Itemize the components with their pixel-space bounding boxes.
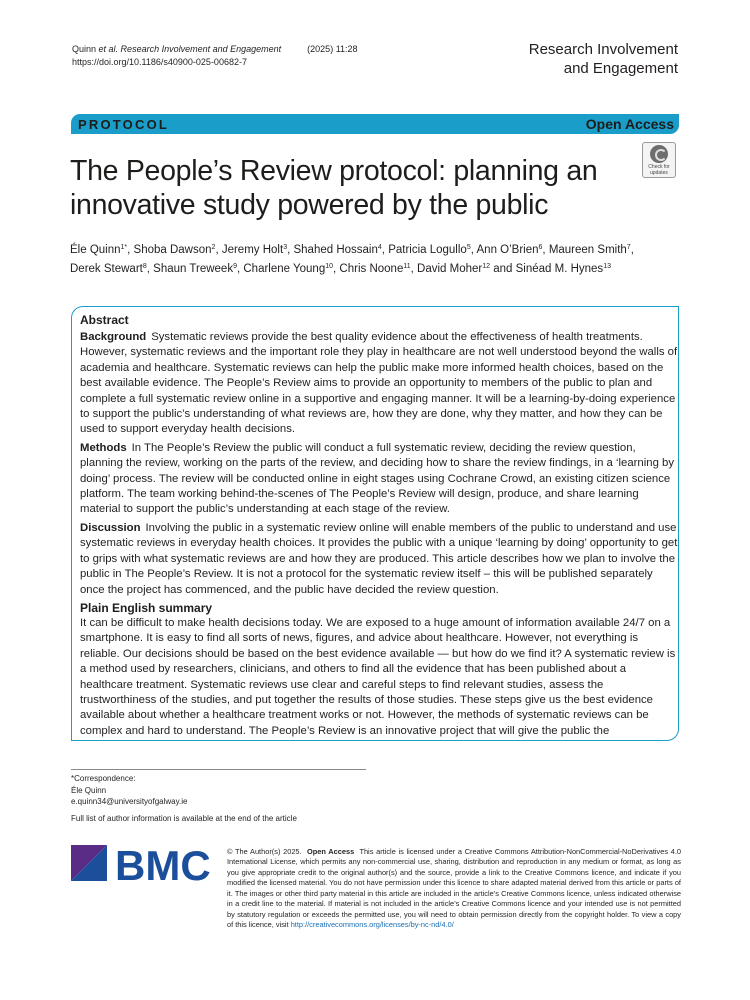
badge-line1: Check for <box>648 164 670 170</box>
author-affiliation: 12 <box>482 263 491 270</box>
author-affiliation: 6 <box>538 244 543 251</box>
plain-summary-heading: Plain English summary <box>80 600 213 615</box>
article-title: The People’s Review protocol: planning an innovative study powered by the public <box>70 155 598 221</box>
abstract-background <box>80 330 678 438</box>
citation-line <box>72 43 358 56</box>
methods-text: In The People’s Review the public will conduct a full systematic review, deciding the review question, planning the review, working on the parts of the review, and deciding how to share the review findings, in a ‘learning by doing’ process. The review will be conducted online in eight stages using Cochrane Crowd, an existing citizen science platform. The team working behind-the-scenes of The People’s Review will design, produce, and share learning material to support the public’s understanding at each stage of the review. <box>80 441 675 516</box>
author-name: Shahed Hossain <box>293 244 378 256</box>
journal-name-line2: and Engagement <box>563 60 678 77</box>
author-conjunction: and <box>493 263 513 275</box>
author-name: Chris Noone <box>339 263 404 275</box>
correspondence-block <box>71 773 187 808</box>
citation-journal: et al. Research Involvement and Engagement <box>98 44 282 54</box>
methods-label: Methods <box>80 441 127 454</box>
author-info-note: Full list of author information is available at the end of the article <box>71 814 297 823</box>
author-name: Shaun Treweek <box>153 263 234 275</box>
abstract-heading: Abstract <box>80 313 129 327</box>
author-affiliation: 3 <box>283 244 288 251</box>
author-name: Maureen Smith <box>548 244 627 256</box>
author-affiliation: 11 <box>403 263 411 270</box>
author-affiliation: 10 <box>325 263 334 270</box>
abstract-box <box>71 306 679 741</box>
check-for-updates-badge[interactable] <box>642 142 676 178</box>
author-affiliation: 8 <box>142 263 147 270</box>
license-body: This article is licensed under a Creative Commons Attribution-NonCommercial-NoDerivatives 4.0 International License, which permits any non-commercial use, sharing, distribution and reproduction in any medium or format, as long as you give appropriate credit to the original author(s) and the source, provide a link to the Creative Commons licence, and indicate if you modified the licensed material. You do not have permission under this licence to share adapted material derived from this article or parts of it. The images or other third party material in this article are included in the article’s Creative Commons licence, unless indicated otherwise in a credit line to the material. If material is not included in the article’s Creative Commons licence and your intended use is not permitted by statutory regulation or exceeds the permitted use, you will need to obtain permission directly from the copyright holder. To view a copy of this licence, visit <box>227 847 682 930</box>
journal-name-line1: Research Involvement <box>528 41 678 58</box>
article-type-banner <box>71 114 679 134</box>
author-name: Shoba Dawson <box>133 244 212 256</box>
author-name: Jeremy Holt <box>221 244 284 256</box>
author-name: Charlene Young <box>243 263 326 275</box>
license-prefix: © The Author(s) 2025. <box>227 847 302 856</box>
license-statement <box>227 847 681 931</box>
citation-authors: Quinn <box>72 44 97 54</box>
background-label: Background <box>80 331 147 343</box>
author-list: Éle Quinn$^{1*}$, Shoba Dawson$^2$, Jeremy Holt$^3$, Shahed Hossain$^4$, Patricia Logullo$^5$, Ann O’Brien$^6$, Maureen Smith$^7$, Derek Stewart$^8$, Shaun Treweek$^9$, Charlene Young$^{10}$, Chris Noone$^{11}$, David Moher$^{12}$ and Sinéad M. Hynes$^{13}$ <box>70 244 634 275</box>
running-header <box>72 43 358 69</box>
author-affiliation: 1* <box>120 244 128 251</box>
author-name: Patricia Logullo <box>388 244 467 256</box>
author-affiliation: 2 <box>211 244 216 251</box>
badge-line2: updates <box>650 170 668 176</box>
citation-year: (2025) 11:28 <box>307 44 358 54</box>
author-name: Derek Stewart <box>70 263 143 275</box>
open-access-label: Open Access <box>585 116 674 132</box>
footnote-divider <box>71 769 366 770</box>
journal-name <box>529 40 678 78</box>
correspondence-name: Éle Quinn <box>71 785 107 795</box>
license-open-access: Open Access <box>306 847 355 856</box>
author-affiliation: 13 <box>603 263 611 270</box>
background-text: Systematic reviews provide the best quality evidence about the effectiveness of health treatments. However, systematic reviews and the important role they play in healthcare are not well understood beyond the walls of academia and healthcare. Systematic reviews can help the public make more informed health choices, based on the best available evidence. The People’s Review aims to provide an opportunity to members of the public to plan and complete a full systematic review online in a supportive and engaging manner. It will be a learning-by-doing experience to support the public’s understanding of what reviews are, how they are done, why they matter, and how they can be used to support everyday health decisions. <box>80 331 678 436</box>
correspondence-label: *Correspondence: <box>71 774 136 783</box>
correspondence-email[interactable]: e.quinn34@universityofgalway.ie <box>71 797 188 806</box>
check-updates-icon <box>650 145 668 163</box>
author-name: Ann O’Brien <box>476 244 539 256</box>
discussion-text: Involving the public in a systematic review online will enable members of the public to understand and use systematic reviews in everyday health choices. It provides the public with a unique ‘learning by doing’ opportunity to get to grips with what systematic reviews are and how they are produced. This article describes how we plan to involve the public in The People’s Review. It is not a protocol for the systematic review itself – this will be published separately once the project has commenced, and the public have decided the review question. <box>80 521 678 596</box>
article-type-label: PROTOCOL <box>78 116 170 132</box>
author-affiliation: 9 <box>233 263 237 270</box>
abstract-methods <box>80 441 678 518</box>
bmc-logo-text: BMC <box>115 843 211 885</box>
abstract-discussion <box>80 521 678 598</box>
author-affiliation: 7 <box>626 244 631 251</box>
license-link[interactable]: http://creativecommons.org/licenses/by-nc-nd/4.0/ <box>290 920 454 930</box>
author-name: David Moher <box>417 263 483 275</box>
author-affiliation: 5 <box>466 244 471 251</box>
doi-link[interactable]: https://doi.org/10.1186/s40900-025-00682-7 <box>72 57 247 67</box>
bmc-logo <box>71 843 211 885</box>
discussion-label: Discussion <box>80 521 141 534</box>
plain-summary-text: It can be difficult to make health decisions today. We are exposed to a huge amount of information available 24/7 on a smartphone. It is easy to find all sorts of news, figures, and advice about healthcare. However, not everything is reliable. Our decisions should be based on the best evidence available — but how do we find it? A systematic review is a method used by researchers, clinicians, and others to find all the evidence that has been published about a healthcare treatment. Systematic reviews use clear and careful steps to find relevant studies, assess the trustworthiness of the studies, and put together the results of those studies. These steps give us the best evidence available about whether a healthcare treatment works or not. However, the methods of systematic reviews can be complex and hard to understand. The People’s Review is an innovative project that will give the public the <box>80 616 676 737</box>
author-name: Éle Quinn <box>70 244 121 256</box>
author-name: Sinéad M. Hynes <box>515 263 604 275</box>
author-affiliation: 4 <box>377 244 382 251</box>
